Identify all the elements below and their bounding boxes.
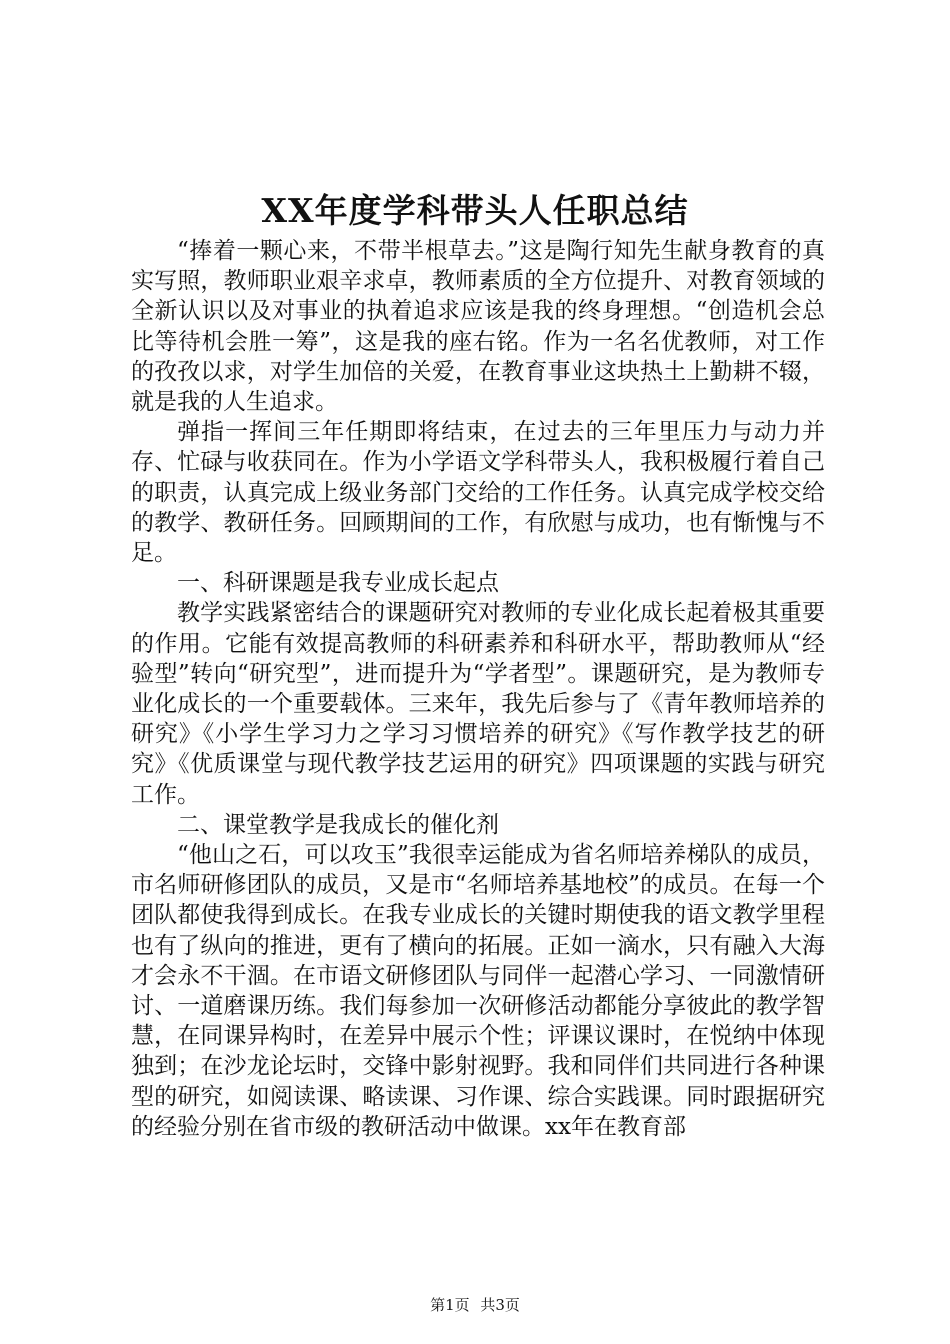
section-2-paragraph: “他山之石，可以攻玉”我很幸运能成为省名师培养梯队的成员，市名师研修团队的成员，又是市“名师培养基地校”的成员。在每一个团队都使我得到成长。在我专业成长的关键时期使我的语文教学里程也有了纵向的推进，更有了横向的拓展。正如一滴水，只有融入大海才会永不干涸。在市语文研修团队与同伴一起潜心学习、一同激情研讨、一道磨课历练。我们每参加一次研修活动都能分享彼此的教学智慧，在同课异构时，在差异中展示个性；评课议课时，在悦纳中体现独到；在沙龙论坛时，交锋中影射视野。我和同伴们共同进行各种课型的研究，如阅读课、略读课、习作课、综合实践课。同时跟据研究的经验分别在省市级的教研活动中做课。xx年在教育部	[131, 842, 825, 1140]
document-body	[131, 236, 825, 1142]
section-2-heading: 二、课堂教学是我成长的催化剂	[177, 811, 499, 838]
page-title: XX年度学科带头人任职总结	[261, 191, 689, 230]
page-total: 共3页	[480, 1296, 520, 1314]
intro-paragraph-2: 弹指一挥间三年任期即将结束，在过去的三年里压力与动力并存、忙碌与收获同在。作为小学语文学科带头人，我积极履行着自己的职责，认真完成上级业务部门交给的工作任务。认真完成学校交给的教学、教研任务。回顾期间的工作，有欣慰与成功，也有惭愧与不足。	[131, 419, 825, 567]
intro-paragraph-1: “捧着一颗心来，不带半根草去。”这是陶行知先生献身教育的真实写照，教师职业艰辛求卓，教师素质的全方位提升、对教育领域的全新认识以及对事业的执着追求应该是我的终身理想。“创造机会总比等待机会胜一筹”，这是我的座右铭。作为一名名优教师，对工作的孜孜以求，对学生加倍的关爱，在教育事业这块热土上勤耕不辍，就是我的人生追求。	[131, 238, 825, 416]
page-footer	[0, 1295, 950, 1315]
section-1-heading: 一、科研课题是我专业成长起点	[177, 570, 499, 597]
section-1-paragraph: 教学实践紧密结合的课题研究对教师的专业化成长起着极其重要的作用。它能有效提高教师的科研素养和科研水平，帮助教师从“经验型”转向“研究型”，进而提升为“学者型”。课题研究，是为教师专业化成长的一个重要载体。三来年，我先后参与了《青年教师培养的研究》《小学生学习力之学习习惯培养的研究》《写作教学技艺的研究》《优质课堂与现代教学技艺运用的研究》四项课题的实践与研究工作。	[131, 600, 825, 808]
page-number: 第1页	[430, 1296, 470, 1314]
